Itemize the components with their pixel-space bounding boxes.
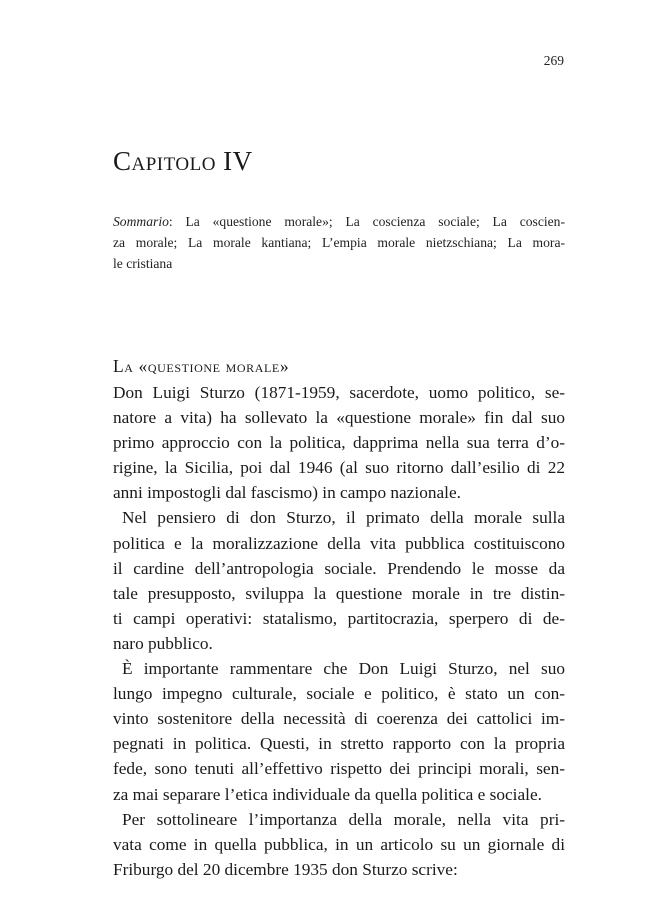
summary-line: le cristiana	[113, 256, 173, 271]
summary-line	[113, 211, 565, 232]
section-title: La «questione morale»	[113, 356, 290, 376]
body-line: ti campi operativi: statalismo, partitocrazia, sperpero di de-	[113, 608, 565, 628]
body-line: Don Luigi Sturzo (1871-1959, sacerdote, uomo politico, se-	[113, 383, 565, 402]
body-line: primo approccio con la politica, dapprima nella sua terra d’o-	[113, 433, 565, 453]
summary-text: : La «questione morale»; La coscienza sociale; La coscien-	[168, 214, 565, 229]
body-line: vinto sostenitore della necessità di coerenza dei cattolici im-	[113, 709, 565, 729]
body-line: il cardine dell’antropologia sociale. Prendendo le mosse da	[113, 558, 565, 578]
page-number: 269	[543, 53, 564, 68]
chapter-title: Capitolo IV	[113, 146, 253, 176]
body-line: za mai separare l’etica individuale da quella politica e sociale.	[113, 784, 542, 804]
body-line: tale presupposto, sviluppa la questione morale in tre distin-	[113, 583, 565, 603]
body-line: fede, sono tenuti all’effettivo rispetto dei principi morali, sen-	[113, 759, 565, 779]
body-line: politica e la moralizzazione della vita pubblica costituiscono	[113, 533, 565, 553]
summary-label: Sommario	[113, 214, 169, 229]
body-line: pegnati in politica. Questi, in stretto rapporto con la propria	[113, 734, 565, 754]
body-line: anni impostogli dal fascismo) in campo nazionale.	[113, 483, 461, 503]
body-line: Nel pensiero di don Sturzo, il primato della morale sulla	[122, 508, 565, 528]
body-line: natore a vita) ha sollevato la «questione morale» fin dal suo	[113, 408, 565, 428]
body-line: Per sottolineare l’importanza della morale, nella vita pri-	[122, 809, 565, 829]
summary-line: za morale; La morale kantiana; L’empia morale nietzschiana; La mora-	[113, 235, 565, 250]
body-line: Friburgo del 20 dicembre 1935 don Sturzo scrive:	[113, 859, 458, 879]
body-line: vata come in quella pubblica, in un articolo su un giornale di	[113, 834, 565, 854]
body-line: rigine, la Sicilia, poi dal 1946 (al suo ritorno dall’esilio di 22	[113, 458, 565, 478]
body-line: naro pubblico.	[113, 633, 213, 653]
body-text	[113, 380, 565, 882]
chapter-summary	[113, 211, 565, 274]
body-line: lungo impegno culturale, sociale e politico, è stato un con-	[113, 684, 565, 704]
body-line: È importante rammentare che Don Luigi Sturzo, nel suo	[122, 659, 565, 679]
